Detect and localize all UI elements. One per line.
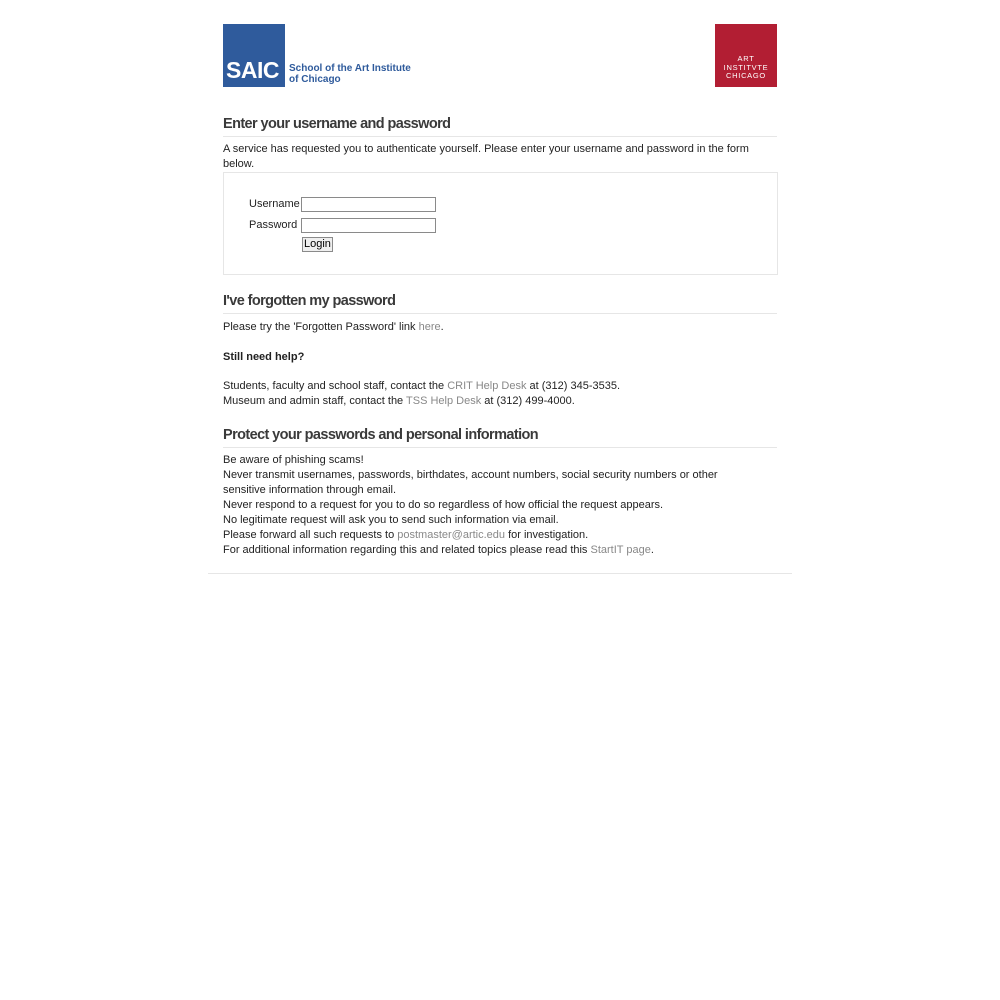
- protect-line-6-after: .: [650, 544, 654, 556]
- login-form: [223, 172, 778, 275]
- students-help-after: at (312) 345-3535.: [526, 380, 621, 392]
- saic-logo-box: [223, 24, 285, 87]
- forgotten-text-after: .: [440, 321, 444, 333]
- postmaster-email-link[interactable]: postmaster@artic.edu: [397, 529, 506, 541]
- protect-heading: Protect your passwords and personal information: [223, 427, 777, 448]
- login-heading: Enter your username and password: [223, 116, 777, 137]
- saic-logo-name: [289, 63, 439, 85]
- username-input[interactable]: [301, 197, 436, 212]
- museum-help-after: at (312) 499-4000.: [481, 395, 575, 407]
- crit-help-desk-link[interactable]: CRIT Help Desk: [447, 380, 527, 392]
- art-institute-logo-text: [715, 55, 777, 81]
- museum-help-before: Museum and admin staff, contact the: [223, 395, 407, 407]
- museum-help-line: [223, 394, 777, 409]
- login-button[interactable]: Login: [304, 238, 331, 250]
- protect-line-5-before: Please forward all such requests to: [223, 529, 398, 541]
- students-help-line: [223, 379, 777, 394]
- password-label: Password: [249, 219, 298, 231]
- username-label: Username: [249, 198, 300, 210]
- protect-line-3: Never respond to a request for you to do so regardless of how official the request appears.: [223, 499, 664, 511]
- saic-logo-letters: SAIC: [226, 57, 279, 83]
- forgotten-heading: I've forgotten my password: [223, 293, 777, 314]
- protect-line-2: Never transmit usernames, passwords, birthdates, account numbers, social security numbers or other sensitive information through email.: [223, 469, 718, 496]
- saic-logo-line2: of Chicago: [289, 74, 341, 85]
- aic-logo-line3: CHICAGO: [726, 71, 766, 80]
- protect-line-6-before: For additional information regarding this and related topics please read this: [223, 544, 591, 556]
- login-intro: A service has requested you to authenticate yourself. Please enter your username and password in the form below.: [223, 143, 749, 170]
- protect-line-5: [223, 528, 777, 543]
- startit-page-link[interactable]: StartIT page: [590, 544, 651, 556]
- forgotten-text-before: Please try the 'Forgotten Password' link: [223, 321, 419, 333]
- forgotten-text: [223, 320, 777, 335]
- page-container: [208, 0, 792, 574]
- aic-logo-line2: INSTITVTE: [723, 62, 769, 72]
- protect-line-1: Be aware of phishing scams!: [223, 454, 364, 466]
- aic-logo-line1: ART: [737, 54, 755, 63]
- protect-line-6: [223, 543, 777, 558]
- forgotten-password-link[interactable]: here: [418, 321, 441, 333]
- students-help-before: Students, faculty and school staff, contact the: [223, 380, 448, 392]
- saic-logo: [223, 24, 433, 87]
- saic-logo-line1: School of the Art Institute: [289, 63, 411, 74]
- protect-line-5-after: for investigation.: [505, 529, 589, 541]
- protect-line-4: No legitimate request will ask you to send such information via email.: [223, 514, 559, 526]
- help-heading: Still need help?: [223, 351, 305, 363]
- art-institute-logo: [715, 24, 777, 87]
- protect-text: [223, 453, 777, 558]
- password-input[interactable]: [301, 218, 436, 233]
- tss-help-desk-link[interactable]: TSS Help Desk: [406, 395, 482, 407]
